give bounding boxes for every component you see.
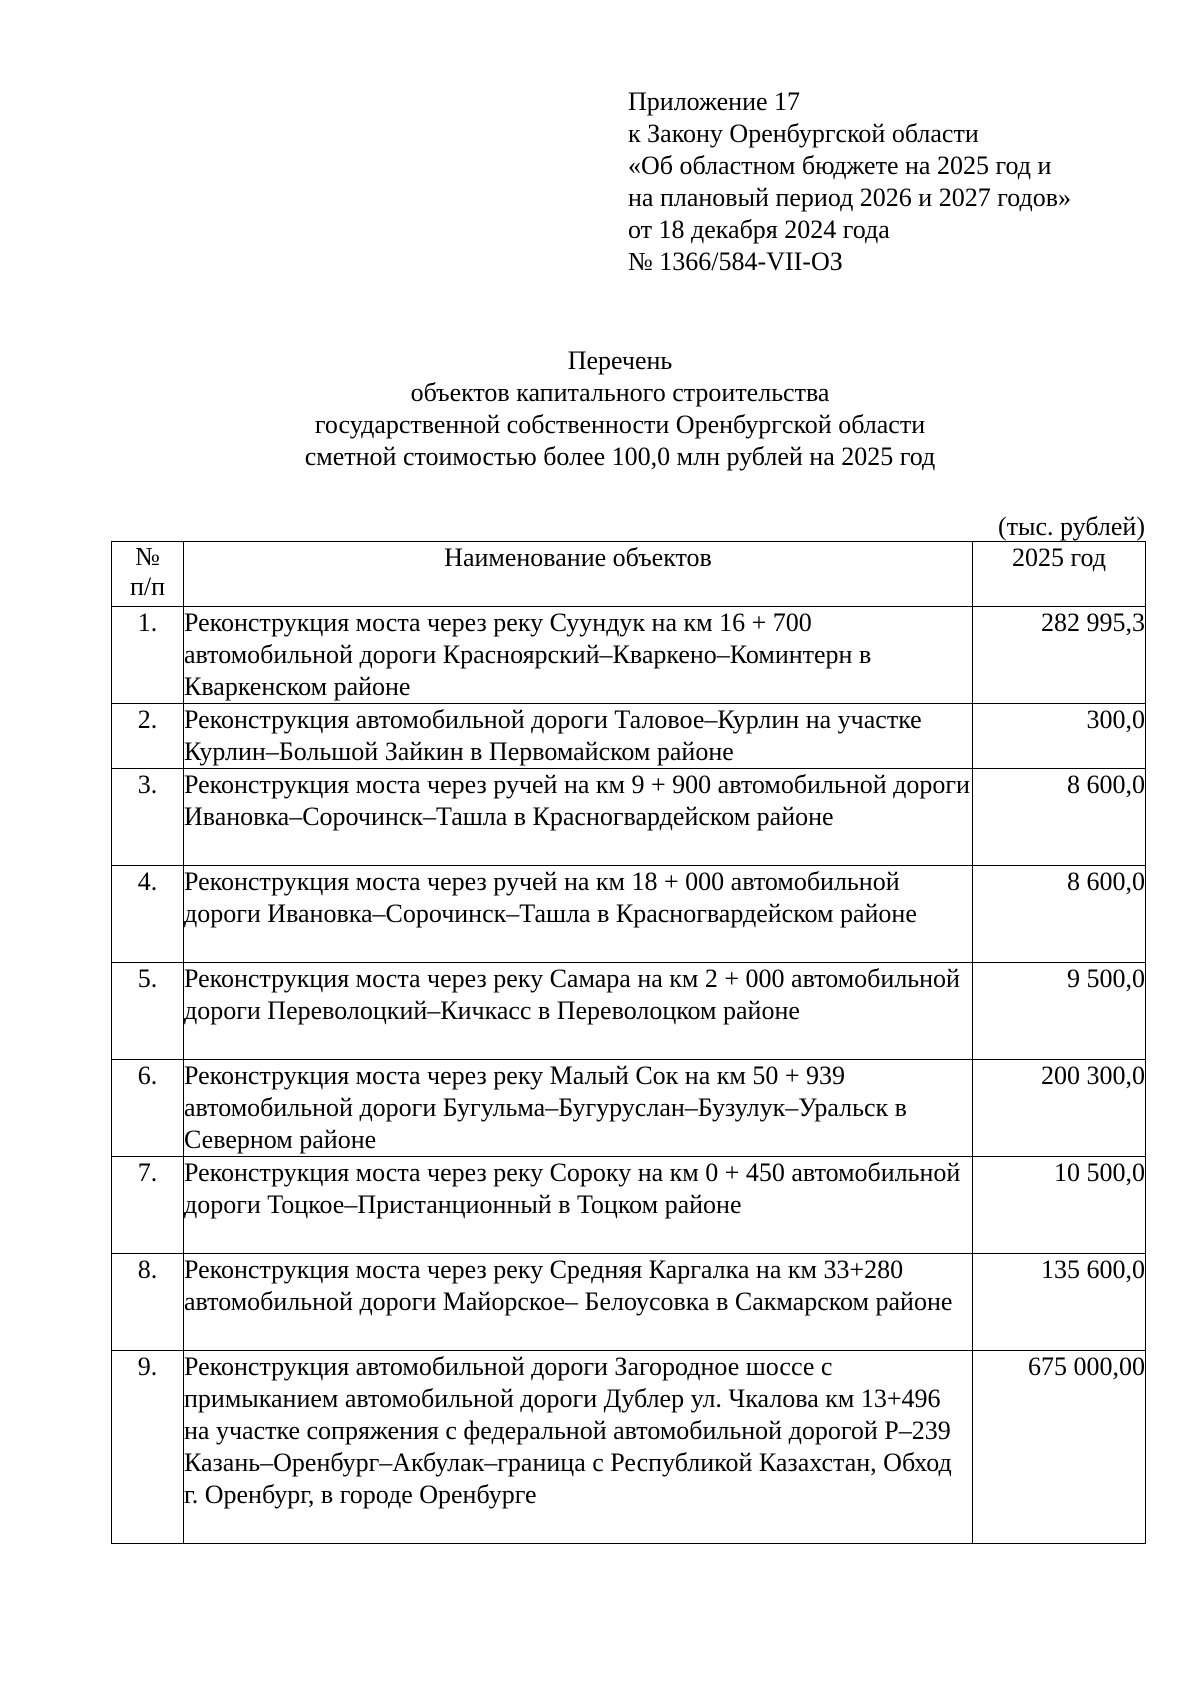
table-row — [112, 866, 1146, 963]
row-object-name: Реконструкция моста через реку Средняя Каргалка на км 33+280 автомобильной дороги Майорское– Белоусовка в Сакмарском районе — [184, 1254, 973, 1351]
table-row — [112, 1351, 1146, 1544]
row-amount: 135 600,0 — [973, 1254, 1146, 1351]
objects-table — [111, 541, 1146, 1544]
title-line: государственной собственности Оренбургской области — [314, 410, 926, 439]
header-name: Наименование объектов — [184, 542, 973, 607]
row-number: 7. — [112, 1157, 184, 1254]
row-object-name: Реконструкция моста через реку Малый Сок на км 50 + 939 автомобильной дороги Бугульма–Бугуруслан–Бузулук–Уральск в Северном районе — [184, 1060, 973, 1157]
table-row — [112, 769, 1146, 866]
title-line: объектов капитального строительства — [410, 378, 830, 407]
header-number — [112, 542, 184, 607]
row-number: 3. — [112, 769, 184, 866]
row-number: 2. — [112, 704, 184, 769]
row-amount: 675 000,00 — [973, 1351, 1146, 1544]
appendix-block — [628, 86, 1188, 278]
row-amount: 8 600,0 — [973, 866, 1146, 963]
appendix-line: «Об областном бюджете на 2025 год и — [628, 151, 1052, 180]
table-header-row — [112, 542, 1146, 607]
header-number-line2: п/п — [129, 572, 166, 601]
appendix-line: от 18 декабря 2024 года — [628, 215, 890, 244]
row-number: 4. — [112, 866, 184, 963]
row-object-name: Реконструкция моста через реку Сороку на км 0 + 450 автомобильной дороги Тоцкое–Пристанционный в Тоцком районе — [184, 1157, 973, 1254]
appendix-line: Приложение 17 — [628, 87, 801, 116]
table-row — [112, 607, 1146, 704]
row-object-name: Реконструкция моста через ручей на км 9 + 900 автомобильной дороги Ивановка–Сорочинск–Ташла в Красногвардейском районе — [184, 769, 973, 866]
document-title — [0, 345, 1200, 473]
row-object-name: Реконструкция автомобильной дороги Таловое–Курлин на участке Курлин–Большой Зайкин в Первомайском районе — [184, 704, 973, 769]
row-amount: 8 600,0 — [973, 769, 1146, 866]
row-amount: 282 995,3 — [973, 607, 1146, 704]
row-amount: 300,0 — [973, 704, 1146, 769]
table-row — [112, 963, 1146, 1060]
header-year: 2025 год — [973, 542, 1146, 607]
appendix-line: на плановый период 2026 и 2027 годов» — [628, 183, 1071, 212]
table-row — [112, 1060, 1146, 1157]
title-line: Перечень — [567, 346, 673, 375]
row-number: 8. — [112, 1254, 184, 1351]
row-number: 5. — [112, 963, 184, 1060]
appendix-line: № 1366/584-VII-ОЗ — [628, 247, 843, 276]
title-line: сметной стоимостью более 100,0 млн рублей на 2025 год — [304, 442, 936, 471]
table-row — [112, 704, 1146, 769]
row-object-name: Реконструкция моста через реку Самара на км 2 + 000 автомобильной дороги Переволоцкий–Кичкасс в Переволоцком районе — [184, 963, 973, 1060]
row-number: 9. — [112, 1351, 184, 1544]
units-note: (тыс. рублей) — [997, 512, 1145, 541]
header-number-line1: № — [135, 542, 160, 571]
row-amount: 10 500,0 — [973, 1157, 1146, 1254]
row-number: 6. — [112, 1060, 184, 1157]
row-object-name: Реконструкция моста через ручей на км 18 + 000 автомобильной дороги Ивановка–Сорочинск–Ташла в Красногвардейском районе — [184, 866, 973, 963]
row-object-name: Реконструкция автомобильной дороги Загородное шоссе с примыканием автомобильной дороги Дублер ул. Чкалова км 13+496 на участке сопряжения с федеральной автомобильной дорогой Р–239 Казань–Оренбург–Акбулак–граница с Республикой Казахстан, Обход г. Оренбург, в городе Оренбурге — [184, 1351, 973, 1544]
row-object-name: Реконструкция моста через реку Суундук на км 16 + 700 автомобильной дороги Красноярский–Кваркено–Коминтерн в Кваркенском районе — [184, 607, 973, 704]
row-amount: 200 300,0 — [973, 1060, 1146, 1157]
appendix-line: к Закону Оренбургской области — [628, 119, 979, 148]
row-number: 1. — [112, 607, 184, 704]
row-amount: 9 500,0 — [973, 963, 1146, 1060]
table-row — [112, 1254, 1146, 1351]
table-row — [112, 1157, 1146, 1254]
